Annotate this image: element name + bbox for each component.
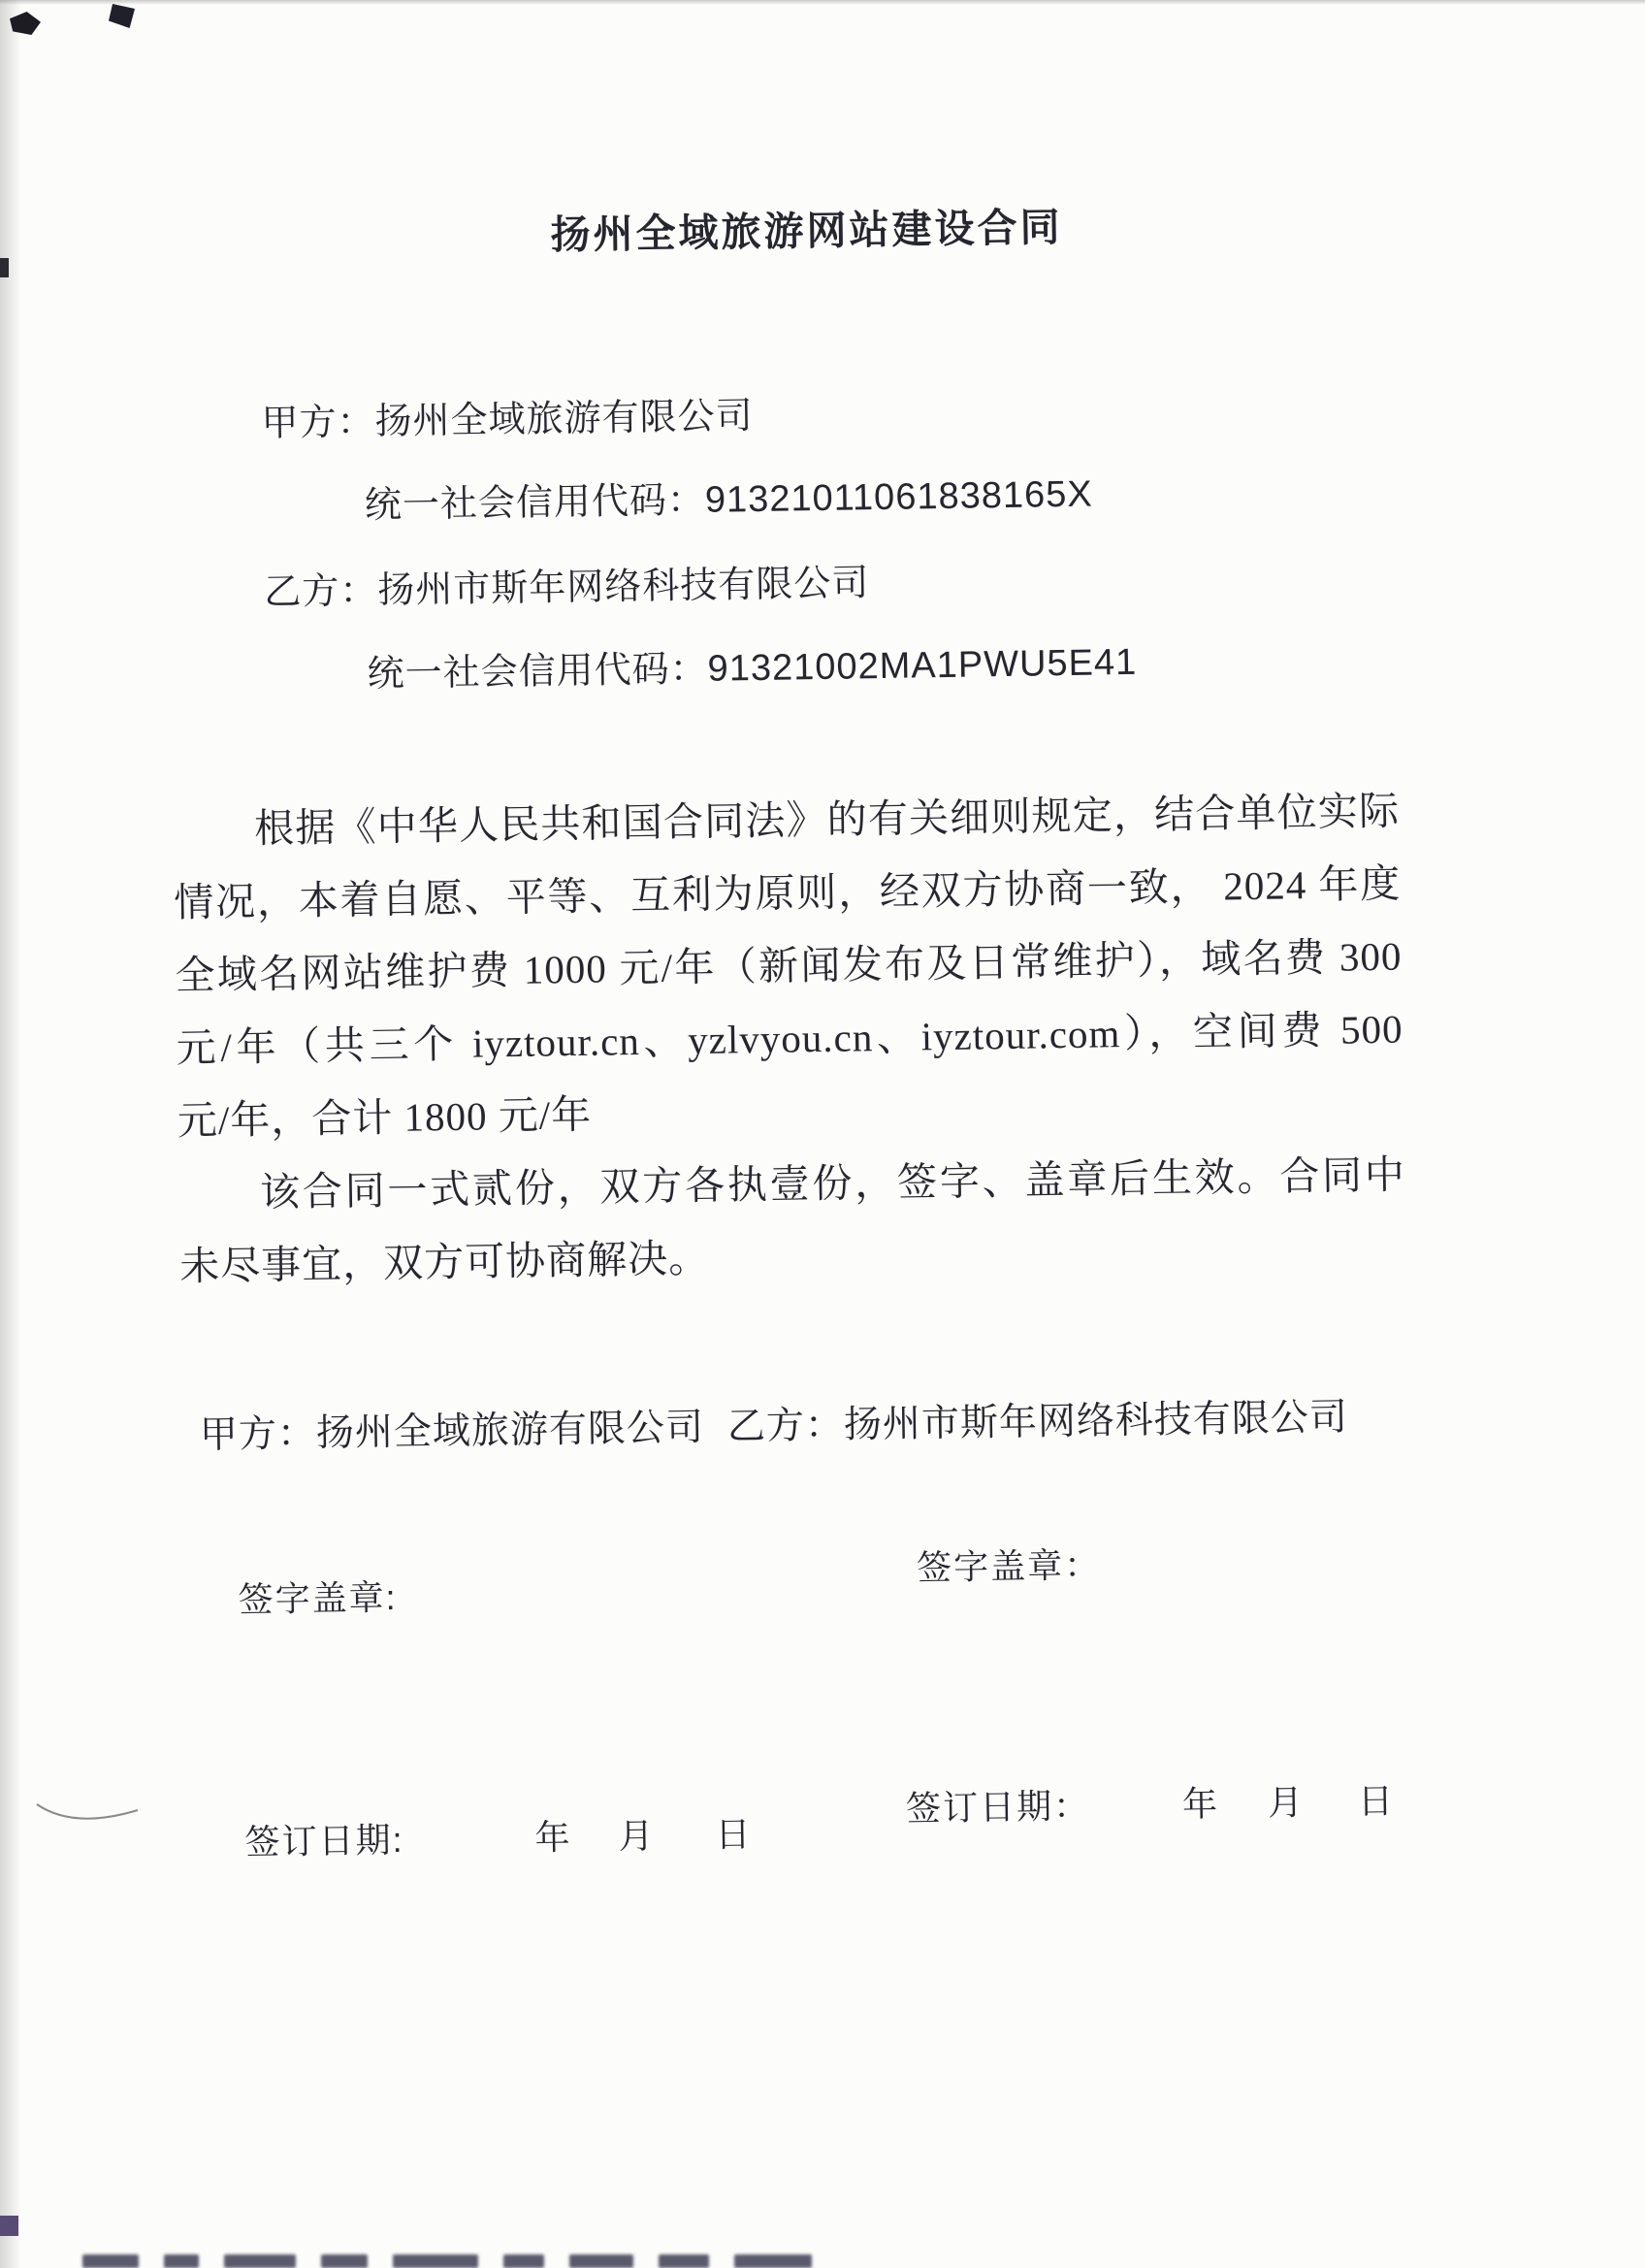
cutoff-text-fragment	[164, 2254, 199, 2268]
scan-artifact-bottom-left-square	[0, 2216, 18, 2236]
signing-date-row-party-b	[906, 1774, 1396, 1831]
day-label: 日	[715, 1814, 753, 1855]
body-line: 根据《中华人民共和国合同法》的有关细则规定，结合单位实际	[253, 788, 1401, 852]
cutoff-text-fragment	[224, 2254, 296, 2268]
sign-seal-label-party-b: 签字盖章：	[916, 1544, 1102, 1588]
scan-left-edge-shadow	[0, 0, 21, 2268]
month-label: 月	[1267, 1782, 1306, 1823]
year-label: 年	[1181, 1783, 1220, 1825]
body-line: 元/年，合计 1800 元/年	[177, 1091, 593, 1144]
party-b-credit-code: 统一社会信用代码：91321002MA1PWU5E41	[367, 641, 1138, 696]
contract-title: 扬州全域旅游网站建设合同	[550, 204, 1063, 258]
contract-body	[173, 775, 1407, 1304]
cutoff-text-fragment	[321, 2254, 368, 2268]
month-label: 月	[618, 1815, 656, 1857]
date-label: 签订日期：	[905, 1785, 1091, 1829]
cutoff-text-fragment	[569, 2254, 633, 2268]
scan-artifact-left-edge-dash	[0, 258, 9, 277]
body-line: 全域名网站维护费 1000 元/年（新闻发布及日常维护），域名费 300	[175, 933, 1403, 998]
closing-party-b-name: 乙方：扬州市斯年网络科技有限公司	[726, 1396, 1349, 1448]
signing-date-row-party-a	[244, 1807, 753, 1864]
closing-parties-line	[199, 1387, 1348, 1460]
body-line: 该合同一式贰份，双方各执壹份，签字、盖章后生效。合同中	[259, 1151, 1406, 1215]
cutoff-text-fragment	[82, 2254, 139, 2268]
closing-party-a-name: 甲方：扬州全域旅游有限公司	[199, 1406, 705, 1457]
body-line: 元/年（共三个 iyztour.cn、yzlvyou.cn、iyztour.com），空间费 500	[176, 1006, 1403, 1071]
cutoff-text-fragment	[734, 2254, 812, 2268]
body-line: 情况，本着自愿、平等、互利为原则，经双方协商一致， 2024 年度	[173, 860, 1402, 925]
party-a-credit-code: 统一社会信用代码：91321011061838165X	[364, 473, 1093, 527]
party-b-line: 乙方：扬州市斯年网络科技有限公司	[263, 563, 870, 613]
year-label: 年	[534, 1817, 572, 1858]
date-label: 签订日期:	[244, 1819, 404, 1863]
body-line: 未尽事宜，双方可协商解决。	[178, 1235, 710, 1289]
scan-top-edge-shadow	[0, 0, 1645, 5]
day-label: 日	[1357, 1780, 1396, 1822]
party-a-line: 甲方：扬州全域旅游有限公司	[261, 396, 754, 444]
scan-artifact-curved-line	[35, 1787, 142, 1831]
cutoff-text-fragment	[503, 2254, 544, 2268]
sign-seal-label-party-a: 签字盖章:	[238, 1576, 398, 1620]
scan-artifact-cutoff-text-strip	[82, 2251, 878, 2268]
cutoff-text-fragment	[659, 2254, 709, 2268]
cutoff-text-fragment	[393, 2254, 478, 2268]
